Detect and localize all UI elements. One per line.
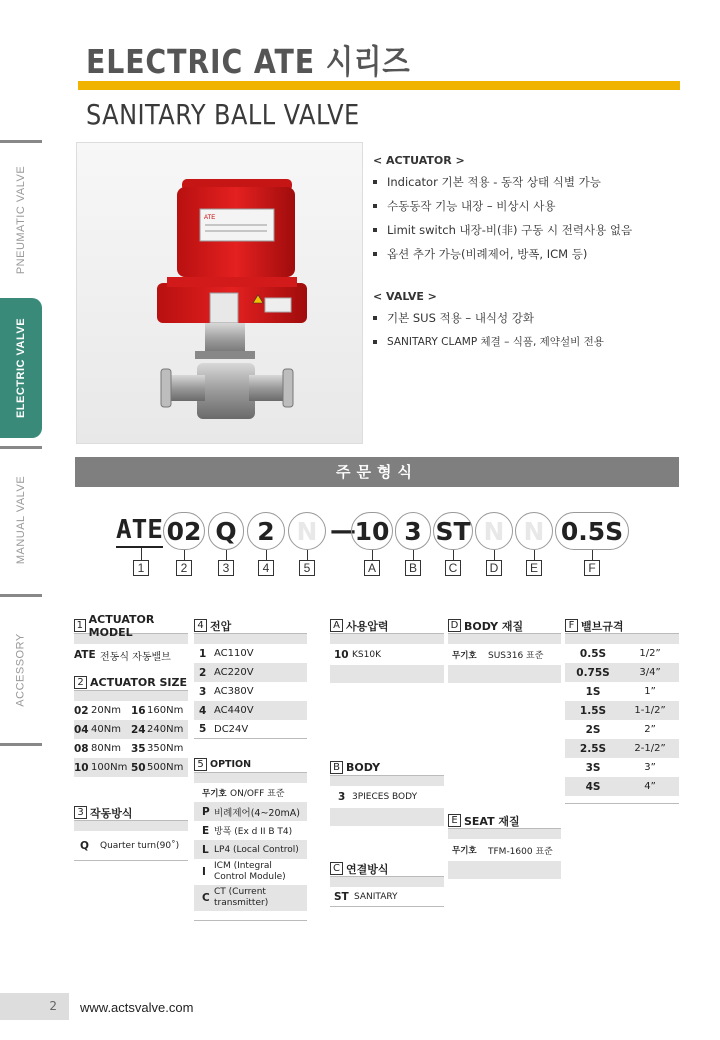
list-item: [373, 174, 632, 190]
table-index-box: 4: [194, 619, 207, 632]
table-gap: [194, 773, 307, 783]
index-box: 2: [176, 560, 192, 576]
table-index-box: 1: [74, 619, 86, 632]
code-segment: 10: [351, 512, 393, 550]
code-segment: 2: [247, 512, 285, 550]
table-gap: [448, 634, 561, 644]
connector-line: [141, 548, 142, 560]
row-value: AC440V: [214, 705, 254, 716]
bullet-icon: [373, 340, 377, 344]
row-value: ICM (Integral Control Module): [214, 861, 286, 882]
table-row: [194, 682, 307, 701]
index-box: F: [584, 560, 600, 576]
row-desc: SUS316 표준: [488, 651, 544, 661]
table-row: [194, 885, 307, 911]
row-value: 20Nm: [91, 705, 121, 716]
table-row: [194, 821, 307, 840]
row-desc: Quarter turn(90˚): [100, 840, 180, 851]
table-header: [330, 760, 444, 776]
table-index-box: 5: [194, 758, 207, 771]
table-title: OPTION: [210, 759, 252, 770]
list-item: [373, 334, 604, 349]
connector-line: [534, 550, 535, 560]
table-title: ACTUATOR SIZE: [90, 676, 188, 689]
valve-feature-list: [373, 310, 604, 349]
side-tab-accessory[interactable]: [0, 600, 42, 740]
table-title: BODY 재질: [464, 619, 524, 633]
index-box: D: [486, 560, 502, 576]
row-desc: TFM-1600 표준: [488, 846, 553, 857]
row-value: 1-1/2”: [634, 705, 666, 716]
table-row: [194, 802, 307, 821]
table-gap: [330, 665, 444, 683]
title-underline: [78, 81, 680, 90]
table-gap: [330, 634, 444, 644]
table-actuator-model: [74, 612, 188, 666]
table-index-box: C: [330, 862, 343, 875]
table-row: [74, 701, 188, 720]
table-gap: [448, 829, 561, 839]
table-row: [565, 663, 679, 682]
row-code: L: [202, 843, 209, 856]
connector-line: [453, 550, 454, 560]
side-tab-electric[interactable]: [0, 298, 42, 438]
row-code: 10: [334, 648, 349, 661]
index-box: 4: [258, 560, 274, 576]
table-seat-material: [448, 813, 561, 879]
row-code: P: [202, 805, 210, 818]
row-code: 1.5S: [579, 704, 607, 717]
table-title: SEAT 재질: [464, 814, 520, 828]
table-row: [194, 701, 307, 720]
table-valve-size: [565, 618, 679, 804]
row-code: 무기호: [202, 788, 227, 799]
row-value: 4”: [644, 781, 656, 792]
actuator-section-title: < ACTUATOR >: [373, 154, 465, 167]
table-header: [330, 618, 444, 634]
row-desc: 전동식 자동밸브: [100, 651, 171, 663]
row-desc: KS10K: [352, 649, 381, 660]
row-value: AC380V: [214, 686, 254, 697]
row-code: 3: [199, 685, 207, 698]
page-title: ELECTRIC ATE 시리즈: [86, 42, 411, 81]
row-code: 5: [199, 723, 207, 735]
table-index-box: 3: [74, 806, 87, 819]
row-value: 2-1/2”: [634, 743, 666, 754]
row-value: 3”: [644, 762, 656, 773]
table-index-box: 2: [74, 676, 87, 689]
code-segment: N: [515, 512, 553, 550]
code-segment: ST: [433, 512, 473, 550]
table-title: 사용압력: [346, 619, 389, 633]
table-title: 밸브규격: [581, 619, 624, 633]
row-code: Q: [80, 839, 89, 852]
table-title: ACTUATOR MODEL: [88, 612, 155, 639]
index-box: 3: [218, 560, 234, 576]
row-value: 비례제어(4~20mA): [214, 807, 300, 819]
row-value: 1”: [644, 686, 656, 697]
table-body-material: [448, 618, 561, 683]
feature-text: 기본 SUS 적용 – 내식성 강화: [387, 311, 535, 325]
table-gap: [194, 634, 307, 644]
table-header: [74, 675, 188, 691]
row-value: 1/2”: [639, 648, 661, 659]
table-gap: [448, 861, 561, 879]
connector-line: [372, 550, 373, 560]
table-end: [194, 911, 307, 921]
table-gap: [330, 877, 444, 887]
row-code: 24: [131, 723, 146, 736]
table-title: 연결방식: [346, 862, 389, 876]
row-code: 무기호: [452, 650, 477, 661]
table-index-box: B: [330, 761, 343, 774]
index-box: 5: [299, 560, 315, 576]
table-header: [194, 618, 307, 634]
row-value: 350Nm: [147, 743, 184, 754]
row-desc: 3PIECES BODY: [352, 792, 418, 802]
table-voltage: [194, 618, 307, 739]
table-row: [74, 644, 188, 666]
row-code: 무기호: [452, 846, 477, 856]
connector-line: [184, 550, 185, 560]
list-item: [373, 246, 632, 262]
row-code: I: [202, 865, 206, 878]
side-tab-manual[interactable]: [0, 450, 42, 590]
row-value: 500Nm: [147, 762, 184, 773]
table-row: [74, 739, 188, 758]
table-row: [330, 786, 444, 808]
footer-url[interactable]: www.actsvalve.com: [80, 1000, 194, 1015]
table-row: [194, 783, 307, 802]
row-code: E: [202, 824, 210, 837]
table-gap: [74, 691, 188, 701]
row-value: 2”: [644, 724, 656, 735]
table-header: [448, 813, 561, 829]
list-item: [373, 310, 604, 326]
side-tab-pneumatic[interactable]: [0, 145, 42, 295]
code-segment: 3: [395, 512, 431, 550]
table-row: [194, 840, 307, 859]
table-gap: [565, 634, 679, 644]
row-code: 3: [338, 791, 346, 803]
row-code: 0.75S: [576, 666, 610, 679]
table-header: [565, 618, 679, 634]
side-divider: [0, 446, 42, 449]
table-row: [565, 777, 679, 796]
code-segment: N: [288, 512, 326, 550]
table-row: [330, 644, 444, 665]
table-title: BODY: [346, 761, 381, 774]
row-code: 02: [74, 704, 89, 717]
side-divider: [0, 594, 42, 597]
connector-line: [413, 550, 414, 560]
bullet-icon: [373, 228, 377, 232]
row-code: 2S: [585, 723, 601, 736]
table-index-box: F: [565, 619, 578, 632]
table-row: [74, 720, 188, 739]
row-code: ATE: [74, 649, 96, 661]
index-box: E: [526, 560, 542, 576]
table-index-box: E: [448, 814, 461, 827]
connector-line: [494, 550, 495, 560]
row-code: 2.5S: [579, 742, 607, 755]
page-number: 2: [0, 993, 69, 1020]
table-row: [194, 859, 307, 885]
feature-text: Limit switch 내장-비(非) 구동 시 전력사용 없음: [387, 223, 633, 237]
code-segment: N: [475, 512, 513, 550]
table-header: [448, 618, 561, 634]
product-photo: [76, 142, 363, 444]
row-code: 4S: [585, 780, 601, 793]
table-gap: [330, 776, 444, 786]
feature-text: Indicator 기본 적용 - 동작 상태 식별 가능: [387, 175, 601, 189]
connector-line: [226, 550, 227, 560]
table-option: [194, 757, 307, 921]
table-gap: [448, 665, 561, 683]
row-code: 08: [74, 742, 89, 755]
row-code: 4: [199, 704, 207, 717]
table-pressure: [330, 618, 444, 683]
table-header: [74, 612, 188, 639]
connector-line: [307, 550, 308, 560]
table-title: 작동방식: [90, 806, 133, 820]
table-title: 전압: [210, 619, 232, 633]
index-box: B: [405, 560, 421, 576]
feature-text: SANITARY CLAMP 체결 – 식품, 제약설비 전용: [387, 336, 604, 348]
row-code: 10: [74, 761, 89, 774]
order-format-band: 주문형식: [75, 457, 679, 487]
row-desc: SANITARY: [354, 891, 398, 902]
row-code: 0.5S: [579, 647, 607, 660]
side-divider: [0, 140, 42, 143]
table-row: [194, 644, 307, 663]
table-row: [74, 758, 188, 777]
table-row: [74, 831, 188, 861]
svg-text:ATE: ATE: [204, 215, 216, 221]
actuator-feature-list: [373, 174, 632, 262]
row-value: LP4 (Local Control): [214, 844, 299, 855]
table-operation: [74, 805, 188, 861]
code-segment: Q: [208, 512, 244, 550]
side-tab-label: MANUAL VALVE: [15, 475, 28, 565]
list-item: [373, 222, 632, 238]
table-connection: [330, 861, 444, 907]
table-index-box: A: [330, 619, 343, 632]
table-index-box: D: [448, 619, 461, 632]
row-value: DC24V: [214, 723, 249, 735]
table-row: [194, 720, 307, 739]
table-gap: [74, 821, 188, 831]
code-segment: 02: [163, 512, 205, 550]
side-tab-label: ACCESSORY: [15, 633, 27, 707]
table-row: [565, 720, 679, 739]
table-actuator-size: [74, 675, 188, 777]
row-code: 16: [131, 704, 146, 717]
row-code: C: [202, 891, 210, 904]
bullet-icon: [373, 252, 377, 256]
feature-text: 옵션 추가 가능(비례제어, 방폭, ICM 등): [387, 247, 588, 261]
feature-text: 수동동작 기능 내장 – 비상시 사용: [387, 199, 556, 213]
table-header: [330, 861, 444, 877]
index-box: C: [445, 560, 461, 576]
row-code: 50: [131, 761, 146, 774]
row-value: 방폭 (Ex d II B T4): [214, 827, 293, 837]
row-value: 160Nm: [147, 705, 184, 716]
row-value: AC110V: [214, 648, 254, 659]
side-tab-label: PNEUMATIC VALVE: [15, 165, 28, 275]
row-value: 3/4”: [639, 667, 661, 678]
row-value: 240Nm: [147, 724, 184, 735]
table-row: [565, 701, 679, 720]
table-body: [330, 760, 444, 826]
table-row: [194, 663, 307, 682]
bullet-icon: [373, 204, 377, 208]
row-code: 2: [199, 666, 207, 679]
list-item: [373, 198, 632, 214]
table-row: [565, 644, 679, 663]
row-value: ON/OFF 표준: [230, 789, 285, 799]
bullet-icon: [373, 180, 377, 184]
row-value: 80Nm: [91, 743, 121, 754]
connector-line: [266, 550, 267, 560]
table-row: [565, 758, 679, 777]
table-header: [74, 805, 188, 821]
table-end: [565, 796, 679, 804]
row-code: 35: [131, 742, 146, 755]
row-code: 1: [199, 647, 207, 660]
model-prefix: ATE: [116, 514, 163, 548]
row-value: 40Nm: [91, 724, 121, 735]
page-subtitle: SANITARY BALL VALVE: [86, 98, 360, 131]
row-code: 1S: [585, 685, 601, 698]
row-value: 100Nm: [91, 762, 128, 773]
row-code: ST: [334, 890, 349, 903]
row-code: 3S: [585, 761, 601, 774]
table-row: [565, 682, 679, 701]
table-row: [330, 887, 444, 907]
index-box: 1: [133, 560, 149, 576]
bullet-icon: [373, 316, 377, 320]
table-row: [565, 739, 679, 758]
row-value: CT (Current transmitter): [214, 887, 269, 908]
index-box: A: [364, 560, 380, 576]
code-segment: 0.5S: [555, 512, 629, 550]
electric-ball-valve-image: [77, 143, 363, 444]
valve-section-title: < VALVE >: [373, 290, 437, 303]
table-row: [448, 839, 561, 861]
row-value: AC220V: [214, 667, 254, 678]
row-code: 04: [74, 723, 89, 736]
side-divider: [0, 743, 42, 746]
table-row: [448, 644, 561, 665]
table-header: [194, 757, 307, 773]
connector-line: [592, 550, 593, 560]
table-gap: [330, 808, 444, 826]
code-dash: —: [330, 516, 356, 546]
side-tab-label: ELECTRIC VALVE: [15, 317, 28, 419]
